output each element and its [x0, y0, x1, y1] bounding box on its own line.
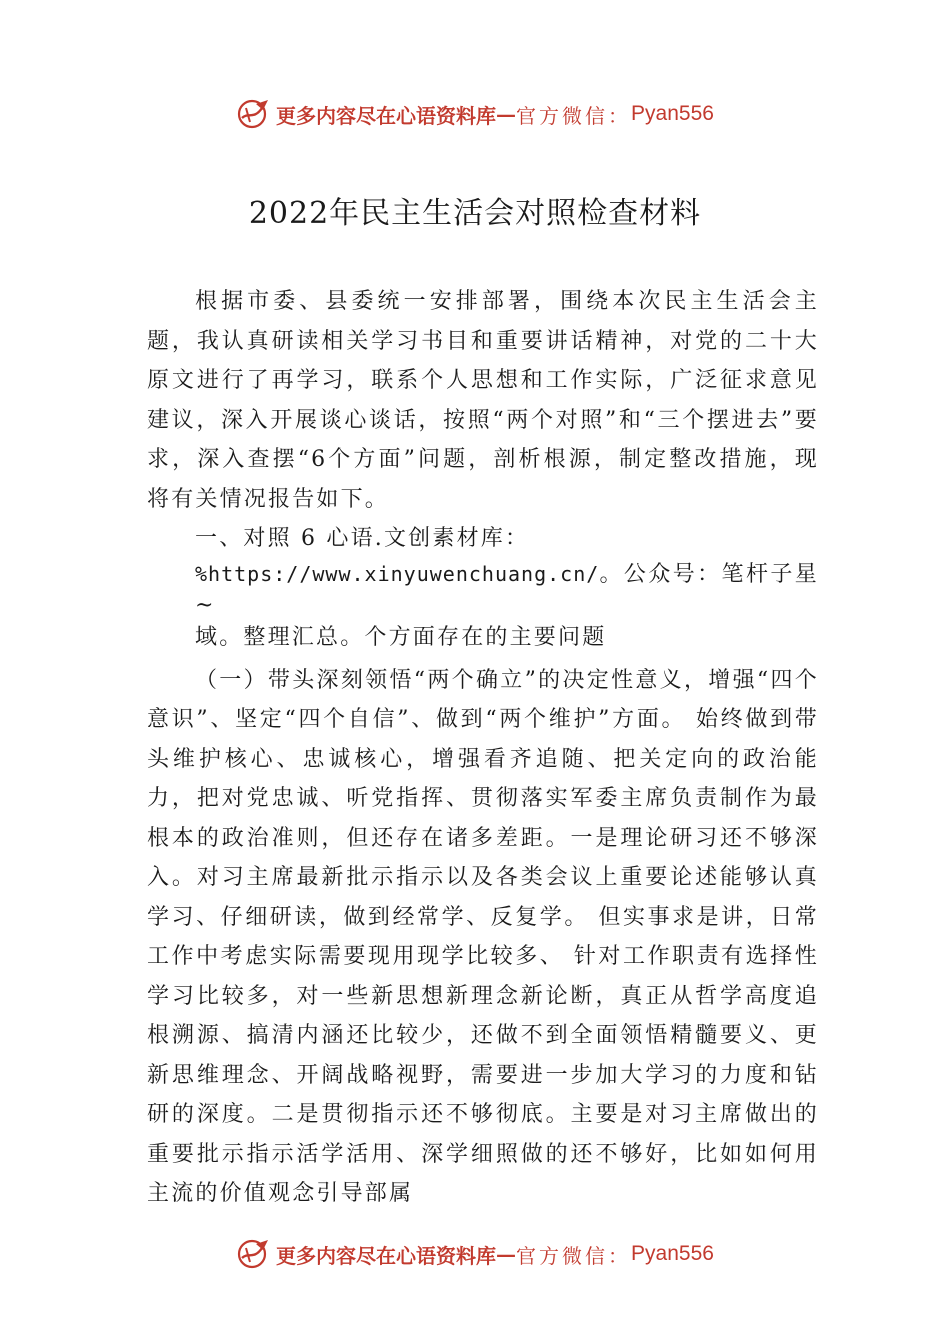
header-banner [0, 94, 950, 134]
intro-paragraph: 根据市委、县委统一安排部署，围绕本次民主生活会主题，我认真研读相关学习书目和重要讲话精神，对党的二十大原文进行了再学习，联系个人思想和工作实际，广泛征求意见建议，深入开展谈心谈话，按照“两个对照”和“三个摆进去”要求，深入查摆“6个方面”问题，剖析根源，制定整改措施，现将有关情况报告如下。 [147, 289, 819, 512]
banner-separator: — [496, 102, 517, 126]
banner-separator: — [496, 1242, 517, 1266]
section-heading: 一、对照 6 心语.文创素材库： [195, 526, 530, 551]
banner-wechat-id: Pyan556 [631, 102, 714, 125]
banner-text: 更多内容尽在心语资料库 [276, 1243, 497, 1268]
section-url-tail: 。公众号：笔杆子星~ [195, 561, 819, 618]
section-heading-continued: 域。整理汇总。个方面存在的主要问题 [195, 624, 607, 650]
banner-text: 更多内容尽在心语资料库 [276, 103, 497, 128]
section-url: %https://www.xinyuwenchuang.cn/ [195, 561, 600, 586]
document-body [147, 282, 819, 1214]
footer-banner [0, 1234, 950, 1274]
body-paragraph: （一）带头深刻领悟“两个确立”的决定性意义，增强“四个意识”、坚定“四个自信”、做到“两个维护”方面。 始终做到带头维护核心、忠诚核心，增强看齐追随、把关定向的政治能力，把对党忠诚、听党指挥、贯彻落实军委主席负责制作为最根本的政治准则，但还存在诸多差距。一是理论研习还不够深入。对习主席最新批示指示以及各类会议上重要论述能够认真学习、仔细研读，做到经常学、反复学。 但实事求是讲，日常工作中考虑实际需要现用现学比较多、 针对工作职责有选择性学习比较多，对一些新思想新理念新论断，真正从哲学高度追根溯源、搞清内涵还比较少，还做不到全面领悟精髓要义、更新思维理念、开阔战略视野，需要进一步加大学习的力度和钻研的深度。二是贯彻指示还不够彻底。主要是对习主席做出的重要批示指示活学活用、深学细照做的还不够好，比如如何用主流的价值观念引导部属 [147, 667, 819, 1206]
banner-wechat-label: 官方微信： [516, 103, 632, 128]
document-title: 2022年民主生活会对照检查材料 [248, 196, 702, 231]
logo-icon [236, 96, 272, 132]
logo-icon [236, 1236, 272, 1272]
section-url-line [147, 559, 819, 621]
banner-wechat-label: 官方微信： [516, 1243, 632, 1268]
banner-wechat-id: Pyan556 [631, 1242, 714, 1265]
